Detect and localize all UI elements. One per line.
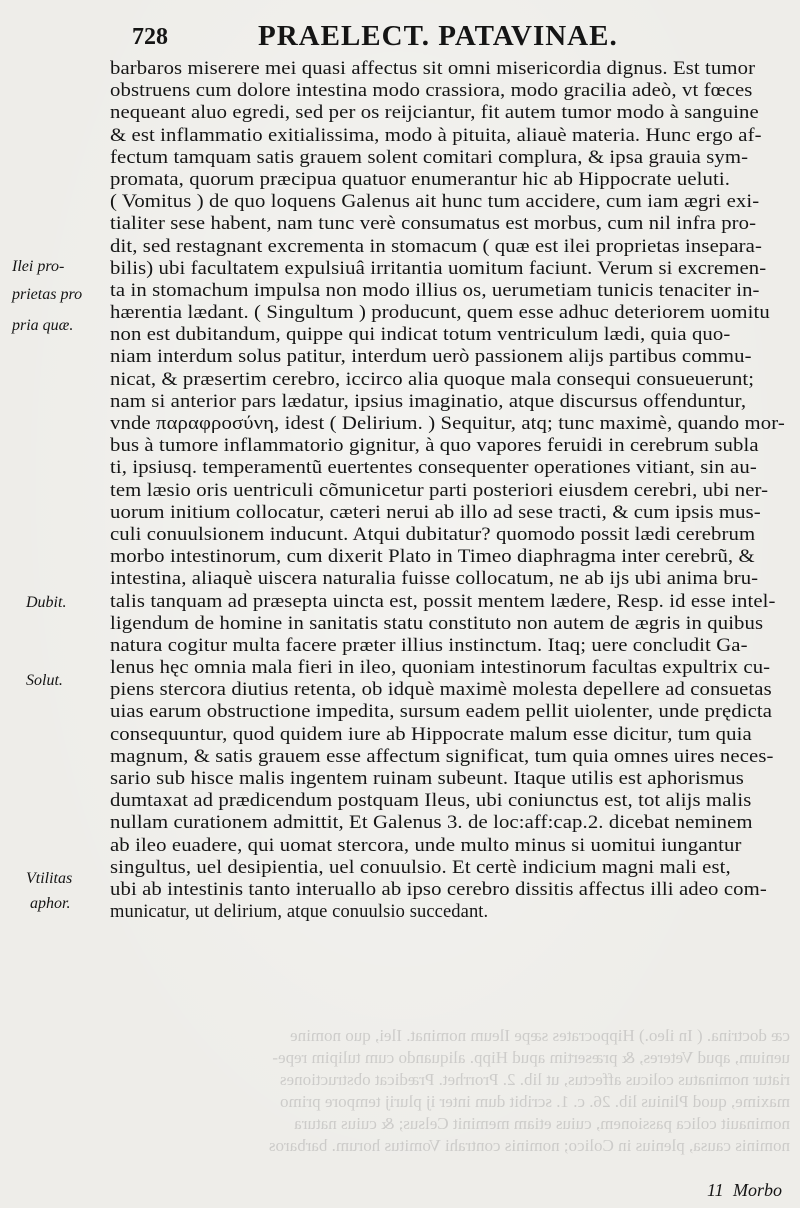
page-header xyxy=(0,14,800,54)
margin-note: Vtilitas xyxy=(26,870,73,887)
text-line: ligendum de homine in sanitatis statu constituto non autem de ægris in quibus xyxy=(110,613,764,634)
text-line: non est dubitandum, quippe qui indicat totum ventriculum lædi, quia quo- xyxy=(110,325,731,346)
text-line: ta in stomachum impulsa non modo illius os, uerumetiam tunicis tenaciter in- xyxy=(110,280,760,301)
margin-note: Solut. xyxy=(26,672,63,689)
text-line: lenus hęc omnia mala fieri in ileo, quoniam intestinorum facultas expultrix cu- xyxy=(110,658,771,679)
margin-note: pria quæ. xyxy=(12,317,74,334)
text-line: nequeant aluo egredi, sed per os reijciantur, fit autem tumor modo à sanguine xyxy=(110,103,759,124)
text-line: dumtaxat ad prædicendum postquam Ileus, ubi coniunctus est, tot alijs malis xyxy=(110,791,752,812)
text-line: tem læsio oris uentriculi cõmunicetur parti posteriori eiusdem cerebri, ubi ner- xyxy=(110,480,769,501)
text-line: vnde παραφροσύνη, idest ( Delirium. ) Sequitur, atq; tunc maximè, quando mor- xyxy=(110,414,785,434)
bleed-through-text: cæ doctrina. ( In ileo.) Hippocrates sæpe Ileum nominat. Ilei, quo nomine uenium, apud Veteres, & præsertim apud Hipp. aliquando cum tulipim repe- riatur nominatus colicus affectus, ut lib. 2. Prorrhet. Prædicat obstructiones maxime, quod Plinius lib. 26. c. 1. scribit dum inter ij plurij tempore primo nominauit colica passionem, cuius etiam meminit Celsus; & cuius natura nominis causa, plenius in Colico; nominis contrahi Vomitus horum. barbaros xyxy=(268,1026,790,1155)
margin-note: aphor. xyxy=(30,895,71,912)
text-line: natura cogitur multa facere præter illius instinctum. Itaq; uere concludit Ga- xyxy=(110,635,748,656)
text-line: obstruens cum dolore intestina modo crassiora, modo gracilia adeò, vt fœces xyxy=(110,81,753,102)
margin-note: prietas pro xyxy=(12,286,83,303)
text-line: magnum, & satis grauem esse affectum significat, tum quia omnes uires neces- xyxy=(110,746,774,767)
text-line: nam si anterior pars lædatur, ipsius imaginatio, atque discursus offenduntur, xyxy=(110,391,747,412)
margin-note: Dubit. xyxy=(26,594,67,611)
text-line: ( Vomitus ) de quo loquens Galenus ait hunc tum accidere, cum iam ægri exi- xyxy=(110,192,760,213)
text-line: intestina, aliaquè uiscera naturalia fuisse collocatum, ne ab ijs ubi anima bru- xyxy=(110,569,759,590)
text-line: nicat, & præsertim cerebro, iccirco alia quoque mala consequi consueuerunt; xyxy=(110,369,755,390)
text-line: talis tanquam ad præsepta uincta est, possit mentem lædere, Resp. id esse intel- xyxy=(110,591,776,612)
text-line: uias earum obstructione impedita, sursum eadem pellit uiolenter, unde prędicta xyxy=(110,702,773,723)
signature-mark: 11 xyxy=(707,1180,724,1200)
text-line: singultus, uel desipientia, uel conuulsio. Et certè indicium magni mali est, xyxy=(110,857,731,878)
margin-note: Ilei pro- xyxy=(12,258,65,275)
text-line: niam interdum solus patitur, interdum uerò passionem alijs partibus commu- xyxy=(110,347,752,368)
body-text xyxy=(110,58,796,923)
text-line: hærentia lædant. ( Singultum ) producunt, quem esse adhuc deteriorem uomitu xyxy=(110,303,770,324)
text-line: culi conuulsionem inducunt. Atqui dubitatur? quomodo possit lædi cerebrum xyxy=(110,524,756,545)
text-line: & est inflammatio exitialissima, modo à pituita, aliauè materia. Hunc ergo af- xyxy=(110,125,762,146)
text-line: dit, sed restagnant excrementa in stomacum ( quæ est ilei proprietas insepara- xyxy=(110,236,762,257)
text-line: promata, quorum præcipua quatuor enumerantur hic ab Hippocrate ueluti. xyxy=(110,169,731,190)
text-line: barbaros miserere mei quasi affectus sit omni misericordia dignus. Est tumor xyxy=(110,59,756,79)
text-line: bilis) ubi facultatem expulsiuâ irritantia uomitum faciunt. Verum si excremen- xyxy=(110,258,767,279)
text-line: uorum initium collocatur, cæteri nerui ab illo ad sese tracti, & cum ipsis mus- xyxy=(110,502,761,523)
text-line: morbo intestinorum, cum dixerit Plato in Timeo diaphragma inter cerebrũ, & xyxy=(110,547,755,568)
catchword: Morbo xyxy=(733,1180,782,1200)
text-line: ti, ipsiusq. temperamentũ euertentes consequenter operationes vitiant, sin au- xyxy=(110,458,757,479)
text-line: ab ileo euadere, qui uomat stercora, unde multo minus si uomitui iungantur xyxy=(110,835,742,856)
text-line: piens stercora diutius retenta, ob idquè maximè molesta depellere ad consuetas xyxy=(110,680,772,701)
text-line: nullam curationem admittit, Et Galenus 3. de loc:aff:cap.2. dicebat neminem xyxy=(110,813,753,834)
text-line: consequuntur, quod quidem iure ab Hippocrate malum esse dicitur, tum quia xyxy=(110,724,752,745)
text-line: sario sub hisce malis ingentem ruinam subeunt. Itaque utilis est aphorismus xyxy=(110,769,744,789)
text-line: ubi ab intestinis tanto interuallo ab ipso cerebro dissitis affectus illi adeo com- xyxy=(110,879,767,900)
text-line: tialiter sese habent, nam tunc verè consumatus est morbus, cum nil infra pro- xyxy=(110,214,757,235)
page-number: 728 xyxy=(132,24,168,50)
text-line: fectum tamquam satis grauem solent comitari complura, & ipsa grauia sym- xyxy=(110,147,749,168)
text-line: bus à tumore inflammatorio gignitur, à quo vapores feruidi in cerebrum subla xyxy=(110,436,759,457)
running-head: PRAELECT. PATAVINAE. xyxy=(258,20,618,52)
text-line: municatur, ut delirium, atque conuulsio succedant. xyxy=(110,902,489,923)
